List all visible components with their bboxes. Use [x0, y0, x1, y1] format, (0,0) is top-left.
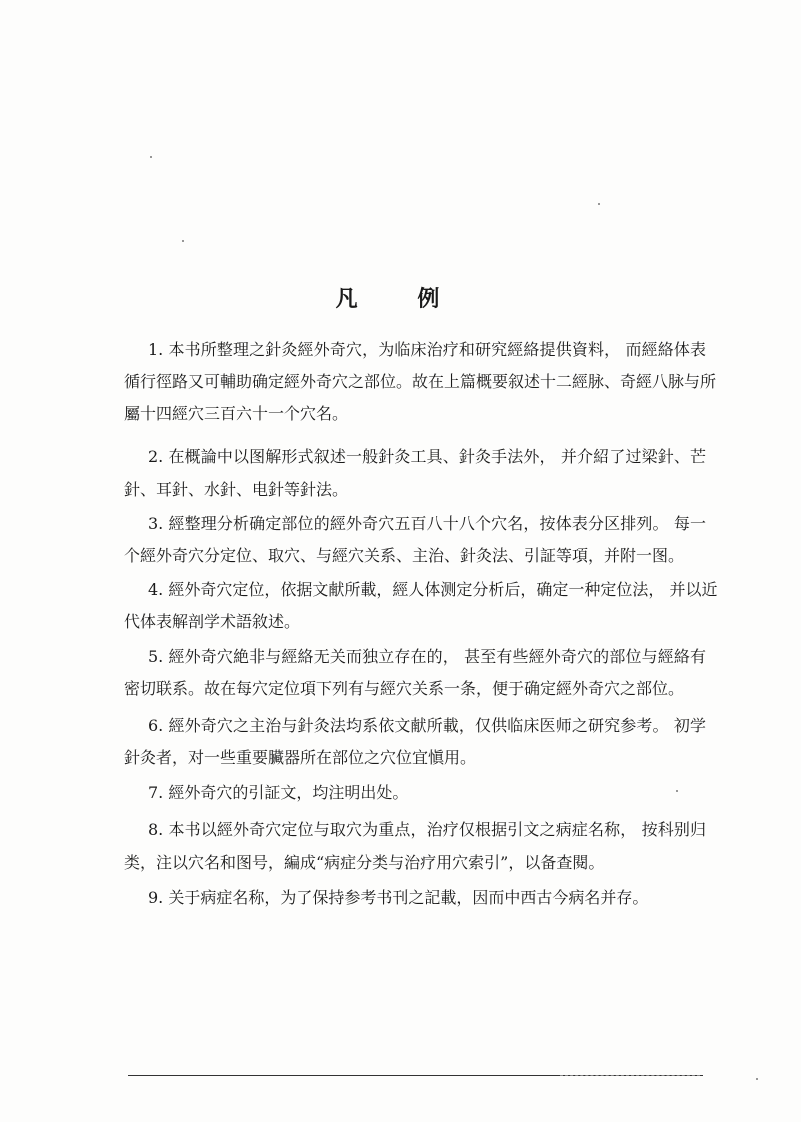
- scan-speck: [150, 156, 152, 158]
- text-line: 8. 本书以經外奇穴定位与取穴为重点，治疗仅根据引文之病症名称， 按科别归: [148, 820, 706, 839]
- text-line: 3. 經整理分析确定部位的經外奇穴五百八十八个穴名，按体表分区排列。 每一: [148, 514, 706, 533]
- text-line: 循行徑路又可輔助确定經外奇穴之部位。故在上篇概要叙述十二經脉、奇經八脉与所: [124, 372, 717, 391]
- text-line: 代体表解剖学术語敘述。: [124, 612, 301, 631]
- text-line: 屬十四經穴三百六十一个穴名。: [124, 404, 349, 423]
- text-line: 針、耳針、水針、电針等針法。: [124, 480, 349, 499]
- text-line: 个經外奇穴分定位、取穴、与經穴关系、主治、針灸法、引証等項，并附一图。: [124, 546, 685, 565]
- text-line: 密切联系。故在每穴定位項下列有与經穴关系一条，便于确定經外奇穴之部位。: [124, 679, 685, 698]
- text-line: 7. 經外奇穴的引証文，均注明出处。: [148, 783, 409, 802]
- text-line: 5. 經外奇穴絶非与經絡无关而独立存在的， 甚至有些經外奇穴的部位与經絡有: [148, 647, 706, 666]
- page-title: 凡 例: [335, 286, 466, 312]
- text-line: 4. 經外奇穴定位，依据文献所載，經人体测定分析后，确定一种定位法， 并以近: [148, 580, 718, 599]
- text-line: 类，注以穴名和图号，編成“病症分类与治疗用穴索引”，以备查閱。: [124, 853, 605, 872]
- scan-speck: [676, 790, 678, 792]
- scan-speck: [756, 1078, 758, 1080]
- scan-speck: [182, 240, 184, 242]
- text-line: 1. 本书所整理之針灸經外奇穴，为临床治疗和研究經絡提供資料， 而經絡体表: [148, 340, 706, 359]
- text-line: 6. 經外奇穴之主治与針灸法均系依文献所載，仅供临床医师之研究参考。 初学: [148, 716, 706, 735]
- text-line: 2. 在概論中以图解形式叙述一般針灸工具、針灸手法外， 并介紹了过梁針、芒: [148, 447, 706, 466]
- scan-speck: [598, 203, 600, 205]
- text-line: 針灸者，对一些重要臟器所在部位之穴位宜愼用。: [124, 748, 477, 767]
- text-line: 9. 关于病症名称，为了保持参考书刊之記載，因而中西古今病名并存。: [148, 888, 649, 907]
- bottom-rule-dashed: [560, 1075, 700, 1076]
